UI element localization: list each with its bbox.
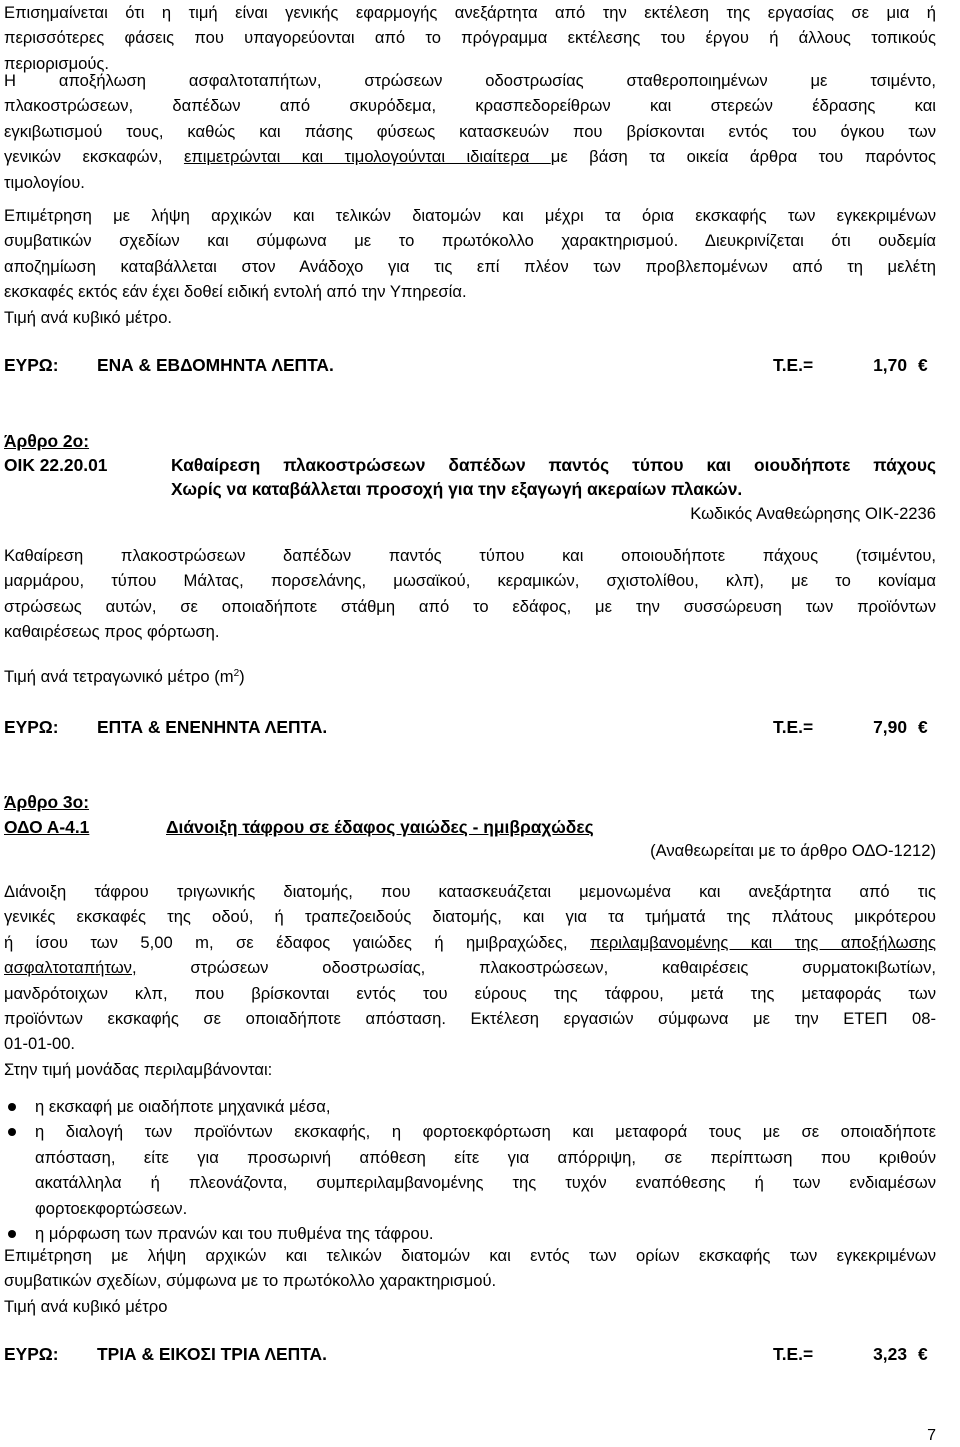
text-fragment: με βάση τα οικεία άρθρα του παρόντος (550, 147, 937, 167)
includes-heading: Στην τιμή μονάδας περιλαμβάνονται: (4, 1059, 273, 1079)
currency-label: ΕΥΡΩ: (4, 717, 59, 737)
text-line: εγκιβωτισμού τους, καθώς και πάσης φύσεως κατασκευών που βρίσκονται εντός του όγκου των (4, 121, 936, 141)
text-line (4, 144, 936, 169)
text-line: Επιμέτρηση με λήψη αρχικών και τελικών διατομών και εντός των ορίων εκσκαφής των εγκεκριμένων (4, 1246, 936, 1265)
revision-code: (Αναθεωρείται με το άρθρο ΟΔΟ-1212) (650, 841, 936, 860)
text-fragment: ή ίσου των 5,00 m, σε έδαφος γαιώδες ή ημιβραχώδες, (4, 932, 591, 952)
article-body (4, 543, 936, 645)
text-line (4, 955, 936, 980)
text-line: απόσταση, είτε για προσωρινή απόθεση είτε για απόρριψη, σε περίπτωση που κριθούν (35, 1147, 936, 1167)
text-line: περισσότερες φάσεις που υπαγορεύονται από το πρόγραμμα εκτέλεσης του έργου ή άλλους τοπικούς (4, 28, 936, 48)
text-line: μαρμάρου, τύπου Μάλτας, πορσελάνης, μωσαϊκού, κεραμικών, σχιστολίθου, κλπ), με το κονίαμα (4, 571, 936, 591)
text-line: ακατάλληλα ή πλεονάζοντα, συμπεριλαμβανομένης της τυχόν εναπόθεσης ή των ενδιαμέσων (35, 1173, 936, 1193)
list-item (4, 1119, 936, 1221)
bullet-list (4, 1094, 936, 1246)
bullet-icon (8, 1103, 16, 1111)
article-title-line2: Χωρίς να καταβάλλεται προσοχή για την εξαγωγή ακεραίων πλακών. (171, 479, 743, 499)
price-row (4, 1341, 936, 1367)
article-code: ΟΔΟ Α-4.1 (4, 817, 90, 837)
text-line: περιορισμούς. (4, 53, 110, 73)
unit-price-label: Τ.Ε.= (773, 1344, 814, 1364)
text-line: καθαιρέσεως προς φόρτωση. (4, 622, 220, 642)
text-line: Η αποξήλωση ασφαλτοταπήτων, στρώσεων οδοστρωσίας σταθεροποιημένων με τσιμέντο, (4, 71, 936, 90)
unit-price-label: Τ.Ε.= (773, 355, 814, 375)
underlined-text: περιλαμβανομένης και της αποξήλωσης (590, 932, 936, 952)
text-line: Επισημαίνεται ότι η τιμή είναι γενικής εφαρμογής ανεξάρτητα από την εκτέλεση της εργασίας σε μια ή (4, 3, 936, 22)
article-code: ΟΙΚ 22.20.01 (4, 455, 108, 475)
text-line: Καθαίρεση πλακοστρώσεων δαπέδων παντός τύπου και οποιουδήποτε πάχους (τσιμέντου, (4, 546, 936, 565)
text-fragment: στρώσεων οδοστρωσίας, πλακοστρώσεων, καθαιρέσεις συρματοκιβωτίων, (136, 958, 936, 978)
price-row (4, 714, 936, 740)
text-line: η εκσκαφή με οιαδήποτε μηχανικά μέσα, (35, 1097, 331, 1116)
text-line: γενικές εκσκαφές της οδού, ή τραπεζοειδούς διατομής, και για τα τμήματά της πλάτους μικρότερου (4, 907, 936, 927)
price-amount: 7,90 (873, 717, 907, 737)
price-row (4, 352, 936, 378)
article-heading: Άρθρο 3ο: (4, 792, 90, 812)
bullet-icon (8, 1230, 16, 1238)
text-line: στρώσεως αυτών, σε οποιαδήποτε στάθμη από το εδάφος, με την συσσώρευση των προϊόντων (4, 596, 936, 616)
measurement-paragraph (4, 1243, 936, 1319)
price-amount: 3,23 (873, 1344, 907, 1364)
text-line: πλακοστρώσεων, δαπέδων από σκυρόδεμα, κρασπεδορείθρων και στερεών έδρασης και (4, 96, 936, 116)
currency-label: ΕΥΡΩ: (4, 1344, 59, 1364)
text-line: εκσκαφές εκτός εάν έχει δοθεί ειδική εντολή από την Υπηρεσία. (4, 282, 467, 302)
article-title: Διάνοιξη τάφρου σε έδαφος γαιώδες - ημιβραχώδες (166, 817, 594, 837)
list-item (4, 1094, 936, 1119)
text-line: 01-01-00. (4, 1034, 76, 1054)
text-fragment: Τιμή ανά τετραγωνικό μέτρο (m (4, 667, 234, 686)
article-body (4, 879, 936, 1082)
bullet-icon (8, 1128, 16, 1136)
unit-price-label: Τ.Ε.= (773, 717, 814, 737)
article-title: Καθαίρεση πλακοστρώσεων δαπέδων παντός τύπου και οιουδήποτε πάχους (171, 455, 936, 475)
text-line: Επιμέτρηση με λήψη αρχικών και τελικών διατομών και μέχρι τα όρια εκσκαφής των εγκεκριμένων (4, 206, 936, 225)
text-fragment: γενικών εκσκαφών, (4, 147, 184, 167)
euro-icon: € (918, 1344, 928, 1364)
superscript: 2 (233, 668, 240, 679)
underlined-text: επιμετρώνται και τιμολογούνται ιδιαίτερα (183, 147, 551, 167)
text-line: αποζημίωση καταβάλλεται στον Ανάδοχο για τις επί πλέον των προβλεπομένων από τη μελέτη (4, 256, 936, 276)
euro-icon: € (918, 355, 928, 375)
text-line: φορτοεκφορτώσεων. (35, 1198, 188, 1218)
page-number: 7 (927, 1427, 936, 1444)
text-line: η διαλογή των προϊόντων εκσκαφής, η φορτοεκφόρτωση και μεταφορά τους με σε οποιαδήποτε (35, 1122, 936, 1142)
currency-label: ΕΥΡΩ: (4, 355, 59, 375)
price-amount: 1,70 (873, 355, 907, 375)
removal-paragraph (4, 68, 936, 195)
unit-text (4, 664, 936, 689)
text-line: συμβατικών σχεδίων, σύμφωνα με το πρωτόκολλο χαρακτηρισμού. (4, 1271, 497, 1291)
underlined-text: ασφαλτοταπήτων, (4, 958, 137, 978)
text-line: τιμολογίου. (4, 172, 85, 192)
price-in-words: ΕΠΤΑ & ΕΝΕΝΗΝΤΑ ΛΕΠΤΑ. (97, 717, 328, 737)
euro-icon: € (918, 717, 928, 737)
text-fragment: ) (239, 667, 245, 686)
text-line: συμβατικών σχεδίων και σύμφωνα με το πρωτόκολλο χαρακτηρισμού. Διευκρινίζεται ότι ουδεμία (4, 231, 936, 251)
measurement-paragraph (4, 203, 936, 330)
unit-text: Τιμή ανά κυβικό μέτρο (4, 1296, 168, 1316)
text-line: προϊόντων εκσκαφής σε οποιαδήποτε απόσταση. Εκτέλεση εργασιών σύμφωνα με την ΕΤΕΠ 08- (4, 1009, 936, 1029)
article-heading: Άρθρο 2ο: (4, 431, 90, 451)
text-line (4, 930, 936, 955)
text-line: Διάνοιξη τάφρου τριγωνικής διατομής, που κατασκευάζεται μεμονωμένα και ανεξάρτητα από τις (4, 882, 936, 901)
text-line: η μόρφωση των πρανών και του πυθμένα της τάφρου. (35, 1224, 434, 1244)
unit-text: Τιμή ανά κυβικό μέτρο. (4, 307, 173, 327)
text-line: μανδρότοιχων κλπ, που βρίσκονται εντός του εύρους της τάφρου, μετά της μεταφοράς των (4, 983, 936, 1003)
revision-code: Κωδικός Αναθεώρησης ΟΙΚ-2236 (690, 504, 936, 523)
price-in-words: ΤΡΙΑ & ΕΙΚΟΣΙ ΤΡΙΑ ΛΕΠΤΑ. (97, 1344, 327, 1364)
price-in-words: ΕΝΑ & ΕΒΔΟΜΗΝΤΑ ΛΕΠΤΑ. (97, 355, 334, 375)
intro-paragraph (4, 0, 936, 76)
